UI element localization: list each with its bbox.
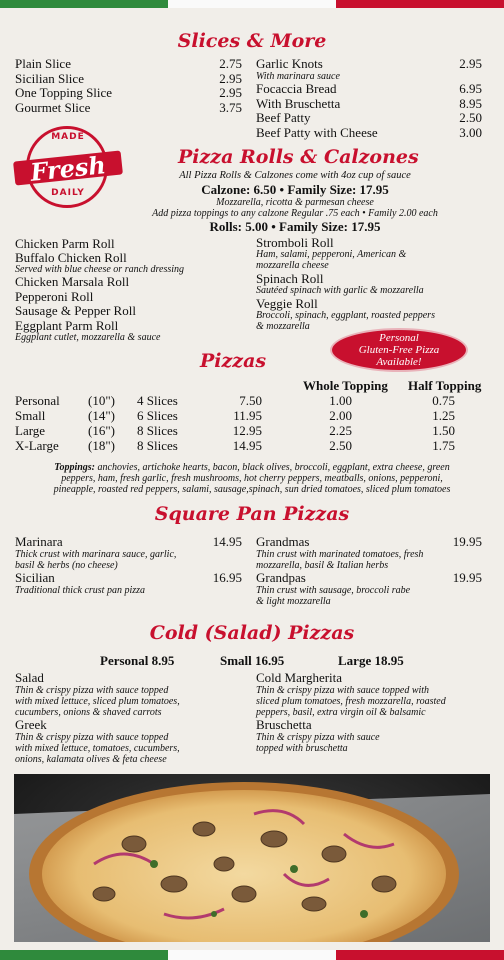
menu-item-description: basil & herbs (no cheese) [15,560,118,571]
menu-item-description: & light mozzarella [256,596,331,607]
menu-item-name: Salad [15,670,44,685]
menu-item-name: Bruschetta [256,717,312,732]
menu-item-name: Sicilian [15,570,55,585]
menu-item-name: With Bruschetta [256,95,341,111]
menu-item-name: Sicilian Slice [15,70,84,86]
pizza-inches: (18") [88,438,115,453]
pizza-half-topping-price: 1.25 [432,408,455,423]
pizza-slices: 8 Slices [137,438,178,453]
menu-item-price: 3.75 [219,99,242,115]
menu-item-description: Eggplant cutlet, mozzarella & sauce [15,332,161,343]
menu-item-name: Sausage & Pepper Roll [15,303,136,318]
menu-item-description: cucumbers, onions & shaved carrots [15,707,162,718]
menu-item-description: Thin crust with sausage, broccoli rabe [256,585,411,596]
menu-item-description: with mixed lettuce, sliced plum tomatoes, [15,696,180,707]
menu-item-description: mozzarella cheese [256,260,329,271]
pizza-photo [14,774,490,942]
menu-item-price: 14.95 [212,534,242,549]
menu-item-description: topped with bruschetta [256,743,348,754]
menu-item-name: Plain Slice [15,56,71,71]
menu-item-price: 2.95 [459,56,482,71]
menu-item-name: Chicken Parm Roll [15,236,115,251]
bottom-flag-stripe [0,950,504,960]
section-title-pizzas: Pizzas [200,350,267,372]
menu-item-name: Beef Patty with Cheese [256,124,378,140]
pizza-inches: (14") [88,408,115,423]
menu-item-price: 2.95 [219,70,242,86]
section-title-cold-pizzas: Cold (Salad) Pizzas [149,622,355,644]
menu-item-description: Thin & crispy pizza with sauce topped [15,685,169,696]
made-fresh-daily-logo: MADE Fresh DAILY [14,126,122,212]
pizza-price: 11.95 [233,408,262,423]
pizza-price: 14.95 [232,438,262,453]
pizza-slices: 8 Slices [137,423,178,438]
cold-size-small: Small 16.95 [220,653,285,668]
menu-item-price: 16.95 [212,570,242,585]
menu-item-description: Thin & crispy pizza with sauce topped with [256,685,430,696]
menu-item-description: Thin crust with marinated tomatoes, fresh [256,549,424,560]
menu-item-description: Thin & crispy pizza with sauce [256,732,380,743]
pizza-size: X-Large [15,438,59,453]
menu-item-name: Grandpas [256,570,306,585]
menu-item-name: One Topping Slice [15,85,113,100]
pizza-half-topping-price: 1.50 [432,423,455,438]
pizza-half-topping-price: 1.75 [432,438,455,453]
menu-item-name: Gourmet Slice [15,99,91,115]
toppings-list: peppers, ham, fresh garlic, fresh mushrooms, hot cherry peppers, meatballs, onions, pepperoni, [61,473,443,484]
menu-item-price: 3.00 [459,124,482,140]
section-title-rolls: Pizza Rolls & Calzones [178,146,419,168]
menu-item-description: Thin & crispy pizza with sauce topped [15,732,169,743]
pizza-whole-topping-price: 2.50 [329,438,352,453]
menu-item-price: 2.50 [459,110,482,125]
menu-item-description: with mixed lettuce, tomatoes, cucumbers, [15,743,180,754]
menu-item-price: 2.95 [219,85,242,100]
toppings-label: Toppings: [54,462,96,473]
menu-item-name: Marinara [15,534,63,549]
menu-item-description: Thick crust with marinara sauce, garlic, [15,549,177,560]
calzone-toppings-note: Add pizza toppings to any calzone Regular .75 each • Family 2.00 each [152,208,438,219]
pizza-whole-topping-price: 2.00 [329,408,352,423]
menu-item-description: & mozzarella [256,321,310,332]
section-title-square-pan: Square Pan Pizzas [154,503,350,525]
menu-item-price: 8.95 [459,95,482,111]
menu-item-name: Buffalo Chicken Roll [15,250,127,265]
menu-item-description: Traditional thick crust pan pizza [15,585,146,596]
menu-item-price: 6.95 [459,81,482,96]
calzone-price-line: Calzone: 6.50 • Family Size: 17.95 [201,182,389,197]
pizza-size: Large [15,423,46,438]
menu-item-name: Beef Patty [256,110,311,125]
menu-item-name: Eggplant Parm Roll [15,317,119,333]
pizza-whole-topping-price: 1.00 [329,393,352,408]
calzone-description: Mozzarella, ricotta & parmesan cheese [216,197,374,208]
cold-size-personal: Personal 8.95 [100,653,175,668]
pizza-slices: 6 Slices [137,408,178,423]
cold-size-large: Large 18.95 [338,653,404,668]
menu-item-description: onions, kalamata olives & feta cheese [15,754,167,765]
menu-item-name: Cold Margherita [256,670,343,685]
pizza-inches: (16") [88,423,115,438]
menu-item-description: mozzarella, basil & Italian herbs [256,560,389,571]
pizza-size: Small [15,408,46,423]
menu-item-price: 2.75 [219,56,242,71]
menu-item-description: Served with blue cheese or ranch dressing [15,264,185,275]
header-half-topping: Half Topping [408,378,482,393]
pizza-whole-topping-price: 2.25 [329,423,352,438]
menu-item-name: Greek [15,717,47,732]
menu-item-name: Spinach Roll [256,271,324,286]
menu-item-description: Broccoli, spinach, eggplant, roasted peppers [256,310,435,321]
gluten-free-badge: Personal Gluten-Free Pizza Available! [330,328,468,372]
pizza-size: Personal [15,393,60,408]
menu-item-description: With marinara sauce [256,71,340,82]
menu-item-description: sliced plum tomatoes, fresh mozzarella, roasted [256,696,446,707]
menu-item-name: Pepperoni Roll [15,288,94,304]
pizza-half-topping-price: 0.75 [432,393,455,408]
menu-item-name: Grandmas [256,534,310,549]
menu-item-price: 19.95 [452,534,482,549]
header-whole-topping: Whole Topping [303,378,388,393]
menu-item-description: peppers, basil, extra virgin oil & balsamic [256,707,426,718]
toppings-list: Toppings: anchovies, artichoke hearts, bacon, black olives, broccoli, eggplant, extra cheese, green [54,462,450,473]
menu-item-name: Stromboli Roll [256,235,334,250]
top-flag-stripe [0,0,504,8]
pizza-slices: 4 Slices [137,393,178,408]
toppings-list: pineapple, roasted red peppers, salami, sausage,spinach, sun dried tomatoes, sliced plum tomatoes [53,484,451,495]
menu-item-name: Veggie Roll [256,296,318,311]
rolls-price-line: Rolls: 5.00 • Family Size: 17.95 [209,219,381,234]
menu-item-description: Ham, salami, pepperoni, American & [256,249,407,260]
menu-item-description: Sautéed spinach with garlic & mozzarella [256,285,424,296]
rolls-sauce-note: All Pizza Rolls & Calzones come with 4oz cup of sauce [179,170,411,181]
menu-item-price: 19.95 [452,570,482,585]
pizza-price: 7.50 [239,393,262,408]
menu-item-name: Garlic Knots [256,56,323,71]
section-title-slices: Slices & More [177,30,327,52]
menu-item-name: Focaccia Bread [256,81,337,96]
pizza-price: 12.95 [232,423,262,438]
pizza-inches: (10") [88,393,115,408]
menu-item-name: Chicken Marsala Roll [15,274,130,289]
